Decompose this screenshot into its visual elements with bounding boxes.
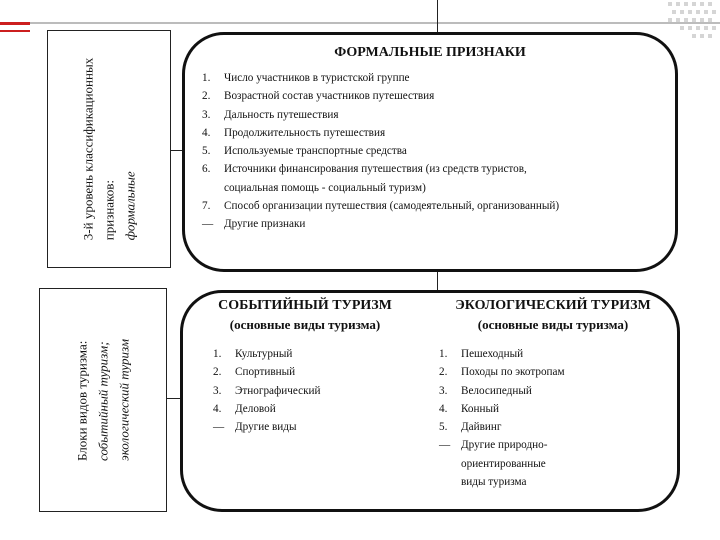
list-item [202,69,675,87]
list-item-text: ориентированные [461,457,546,470]
list-item-text: Пешеходный [461,348,524,360]
event-tourism-list [213,345,421,436]
list-item-number: 2. [213,366,222,379]
list-item-number: 4. [213,402,222,415]
list-item-number: 4. [439,402,448,415]
side-label-blocks [39,288,167,512]
list-item-number: 2. [439,366,448,379]
tourism-types-box [180,290,680,512]
list-item-text: Дайвинг [461,421,502,434]
side-label-line3: формальные [122,171,138,241]
list-item-number: 4. [202,126,211,139]
list-item-text: Другие признаки [224,218,306,231]
list-item [202,179,675,197]
list-item-number: 2. [202,90,211,103]
event-tourism-subtitle: (основные виды туризма) [229,317,381,332]
list-item-number [439,473,461,491]
list-item-text: Спортивный [235,366,296,379]
eco-tourism-subtitle: (основные виды туризма) [477,317,629,332]
list-item-text: Число участников в туристской группе [224,72,410,84]
list-item-text: Конный [461,402,499,415]
list-item-number: 7. [202,200,211,213]
list-item [439,455,669,473]
gray-header-rule [30,22,720,24]
list-item [202,124,675,142]
list-item-text: Другие виды [235,421,297,434]
red-accent-bar-thin [0,30,30,32]
list-item [202,215,675,233]
side-label-line1: Блоки видов туризма: [74,340,90,462]
list-item [439,345,669,363]
connector-top [437,0,438,34]
list-item-text: Возрастной состав участников путешествия [224,90,435,103]
corner-decoration-icon [660,0,720,50]
side-label-line1: 3-й уровень классификационных [80,57,96,241]
list-item-number: 1. [202,72,211,84]
list-item-text: Продолжительность путешествия [224,126,386,139]
list-item-number: 5. [439,421,448,434]
list-item [213,418,421,436]
list-item-text: Источники финансирования путешествия (из средств туристов, [224,163,527,176]
list-item-text: виды туризма [461,476,527,489]
red-accent-bar [0,22,30,25]
list-item-text: Деловой [235,402,276,415]
list-item [439,382,669,400]
list-item [439,418,669,436]
list-item-number: 1. [439,348,448,360]
list-item-number: 5. [202,145,211,158]
event-tourism-column [189,298,421,436]
list-item-text: Этнографический [235,384,321,397]
list-item-text: Походы по экотропам [461,366,565,379]
eco-tourism-column [437,298,669,491]
list-item-number: — [439,439,451,452]
list-item [439,473,669,491]
side-label-formal [47,30,171,268]
list-item [202,106,675,124]
eco-tourism-title: ЭКОЛОГИЧЕСКИЙ ТУРИЗМ [455,298,651,313]
list-item-text: Способ организации путешествия (самодеятельный, организованный) [224,200,560,213]
list-item-number: 3. [213,384,222,397]
eco-tourism-list [439,345,669,491]
formal-features-title: ФОРМАЛЬНЫЕ ПРИЗНАКИ [334,45,526,60]
side-label-line3: экологический туризм [116,338,132,462]
list-item [213,382,421,400]
formal-features-box [182,32,678,272]
event-tourism-title: СОБЫТИЙНЫЙ ТУРИЗМ [218,298,392,313]
side-label-line2: событийный туризм; [95,341,111,462]
formal-features-list [202,69,675,234]
list-item-number: 3. [439,384,448,397]
list-item-number: — [213,421,225,434]
list-item-text: Дальность путешествия [224,108,339,121]
list-item-text: Велосипедный [461,384,532,397]
list-item [439,400,669,418]
list-item [202,142,675,160]
list-item-text: Культурный [235,348,293,360]
list-item [213,345,421,363]
list-item-number: 1. [213,348,222,360]
list-item [213,400,421,418]
list-item [202,160,675,178]
list-item [202,87,675,105]
list-item-number [439,455,461,473]
list-item-number [202,179,224,197]
list-item-text: Другие природно- [461,439,548,452]
list-item-text: Используемые транспортные средства [224,145,407,158]
list-item [439,363,669,381]
list-item [213,363,421,381]
list-item [202,197,675,215]
list-item-number: 6. [202,163,211,176]
side-label-line2: признаков: [101,180,117,241]
list-item-number: 3. [202,108,211,121]
list-item [439,436,669,454]
list-item-number: — [202,218,214,231]
list-item-text: социальная помощь - социальный туризм) [224,181,426,194]
